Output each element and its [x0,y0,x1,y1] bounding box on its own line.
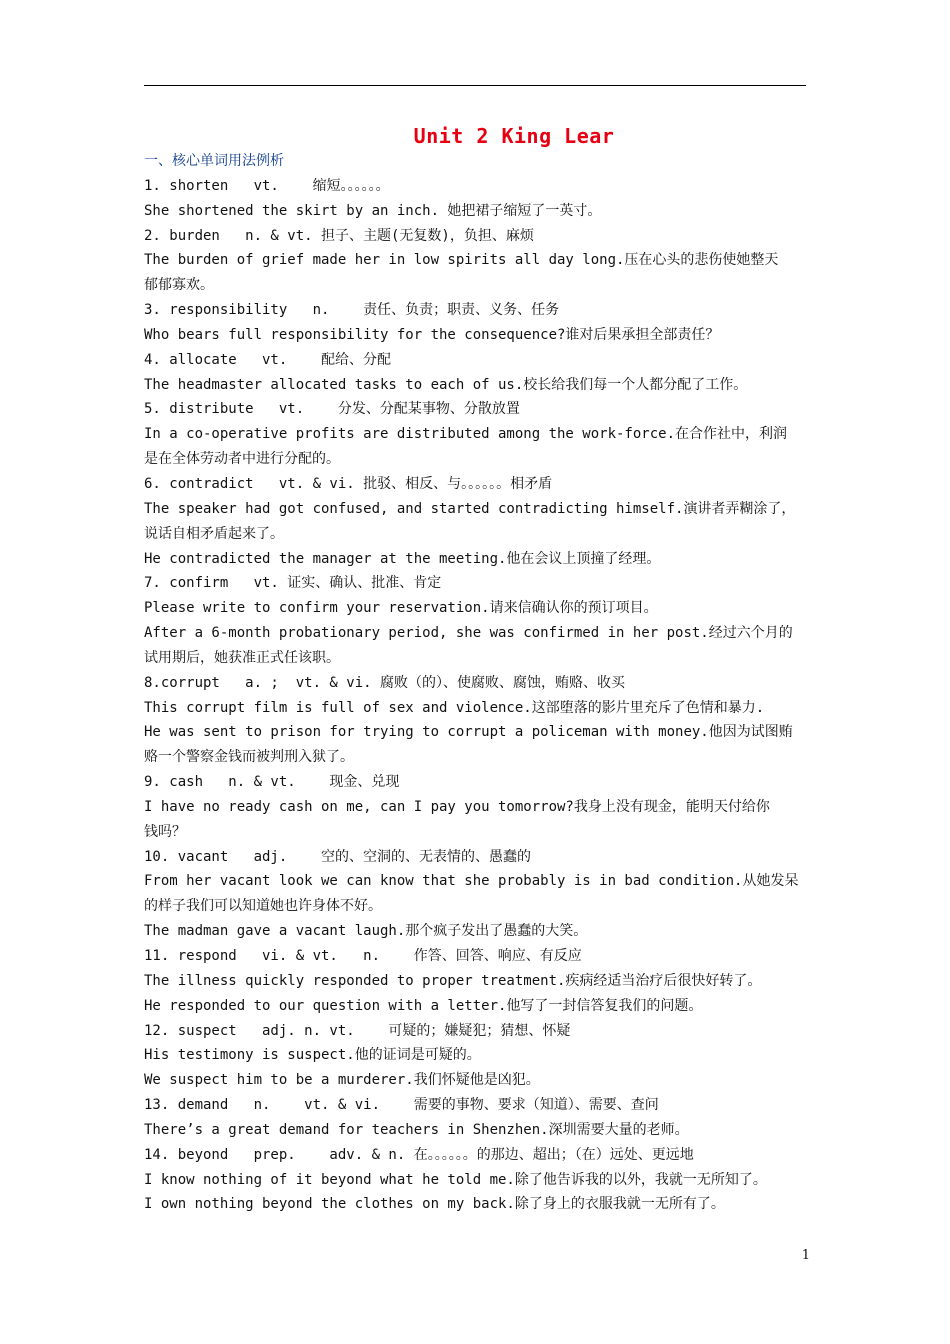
text-line: 试用期后，她获准正式任该职。 [144,649,340,666]
text-line: 郁郁寡欢。 [144,277,214,294]
text-line: The madman gave a vacant laugh.那个疯子发出了愚蠢的大笑。 [144,923,588,940]
text-line: There’s a great demand for teachers in Shenzhen.深圳需要大量的老师。 [144,1121,689,1138]
header-rule [144,85,806,86]
text-line: 钱吗？ [144,823,186,840]
text-line: 13. demand n. vt. & vi. 需要的事物、要求（知道）、需要、查问 [144,1097,659,1114]
text-line: After a 6-month probationary period, she was confirmed in her post.经过六个月的 [144,625,793,642]
text-line: This corrupt film is full of sex and violence.这部堕落的影片里充斥了色情和暴力. [144,699,765,716]
text-line: 14. beyond prep. adv. & n. 在。。。。。。的那边、超出；（在）远处、更远地 [144,1146,694,1163]
document-body [144,149,814,1217]
text-line: 5. distribute vt. 分发、分配某事物、分散放置 [144,401,520,418]
section-heading: 一、核心单词用法例析 [144,153,284,169]
text-line: The illness quickly responded to proper treatment.疾病经适当治疗后很快好转了。 [144,972,762,989]
text-line: 8.corrupt a. ; vt. & vi. 腐败（的）、使腐败、腐蚀，贿赂、收买 [144,674,626,691]
text-line: 1. shorten vt. 缩短。。。。。。 [144,177,390,194]
text-line: His testimony is suspect.他的证词是可疑的。 [144,1047,481,1064]
text-line: 9. cash n. & vt. 现金、兑现 [144,774,400,791]
text-line: 11. respond vi. & vt. n. 作答、回答、响应、有反应 [144,948,582,964]
text-line: 10. vacant adj. 空的、空洞的、无表情的、愚蠢的 [144,848,532,865]
text-line: He responded to our question with a letter.他写了一封信答复我们的问题。 [144,997,703,1014]
page-number: 1 [801,1248,810,1263]
text-line: 说话自相矛盾起来了。 [144,525,284,542]
text-line: 赂一个警察金钱而被判刑入狱了。 [144,749,354,766]
text-line: I own nothing beyond the clothes on my back.除了身上的衣服我就一无所有了。 [144,1196,725,1213]
text-line: 是在全体劳动者中进行分配的。 [144,451,340,468]
text-line: I know nothing of it beyond what he told me.除了他告诉我的以外，我就一无所知了。 [144,1171,767,1188]
text-line: The burden of grief made her in low spirits all day long.压在心头的悲伤使她整天 [144,252,779,269]
text-line: 的样子我们可以知道她也许身体不好。 [144,898,382,915]
text-line: The headmaster allocated tasks to each of us.校长给我们每一个人都分配了工作。 [144,376,748,393]
text-line: 12. suspect adj. n. vt. 可疑的；嫌疑犯；猜想、怀疑 [144,1022,571,1039]
text-line: The speaker had got confused, and started contradicting himself.演讲者弄糊涂了， [144,500,796,517]
page-title: Unit 2 King Lear [413,124,615,148]
text-line: 4. allocate vt. 配给、分配 [144,351,392,368]
text-line: 2. burden n. & vt. 担子、主题(无复数)，负担、麻烦 [144,227,534,244]
text-line: Who bears full responsibility for the consequence?谁对后果承担全部责任？ [144,326,720,343]
text-line: Please write to confirm your reservation.请来信确认你的预订项目。 [144,600,658,617]
text-line: From her vacant look we can know that she probably is in bad condition.从她发呆 [144,873,799,890]
text-line: I have no ready cash on me, can I pay you tomorrow?我身上没有现金，能明天付给你 [144,798,770,815]
text-line: He was sent to prison for trying to corrupt a policeman with money.他因为试图贿 [144,724,793,741]
text-line: She shortened the skirt by an inch. 她把裙子缩短了一英寸。 [144,202,602,219]
text-line: 7. confirm vt. 证实、确认、批准、肯定 [144,575,442,592]
text-line: We suspect him to be a murderer.我们怀疑他是凶犯。 [144,1072,540,1089]
text-line: In a co-operative profits are distributed among the work-force.在合作社中，利润 [144,426,788,443]
text-line: He contradicted the manager at the meeting.他在会议上顶撞了经理。 [144,550,661,567]
text-line: 3. responsibility n. 责任、负责；职责、义务、任务 [144,302,560,319]
text-line: 6. contradict vt. & vi. 批驳、相反、与。。。。。。相矛盾 [144,475,553,492]
